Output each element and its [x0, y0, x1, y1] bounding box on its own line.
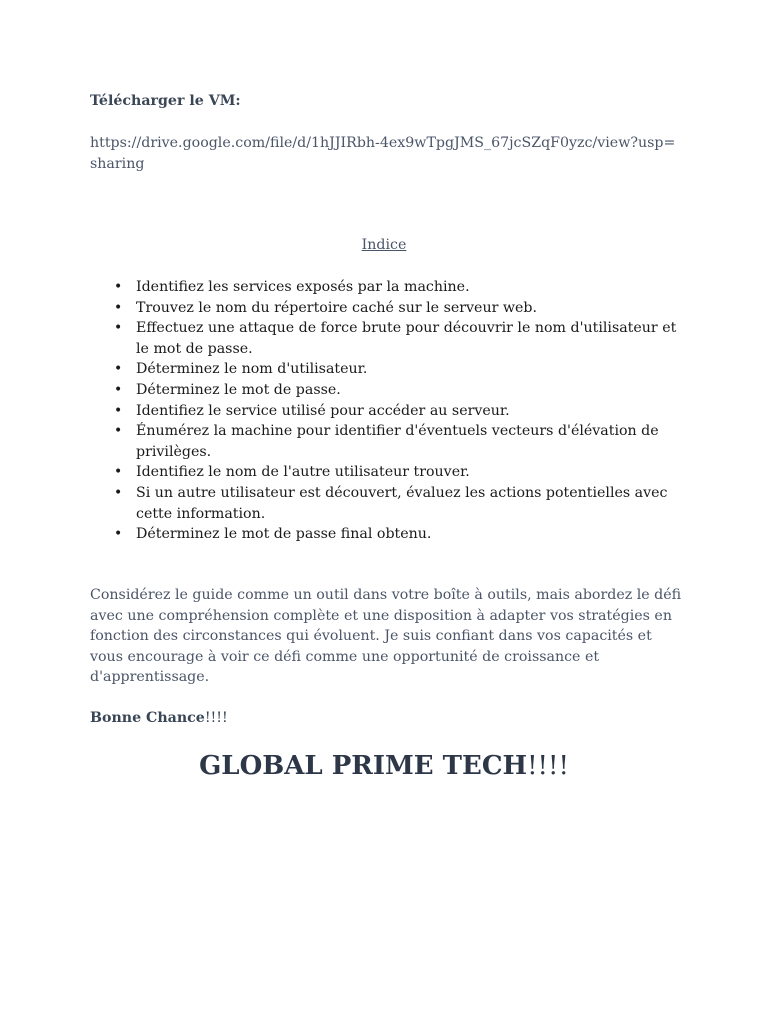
closing-bold-text: Bonne Chance [90, 710, 205, 726]
list-item [114, 277, 686, 298]
hints-title: Indice [361, 237, 407, 253]
closing-line [90, 708, 228, 728]
hint-text: Identifiez le service utilisé pour accéder au serveur. [136, 402, 510, 419]
download-label: Télécharger le VM: [90, 93, 241, 109]
list-item [114, 401, 686, 422]
hint-text: Trouvez le nom du répertoire caché sur le serveur web. [136, 299, 538, 316]
bullet-icon: • [114, 464, 123, 481]
bullet-icon: • [114, 402, 123, 419]
list-item [114, 483, 686, 524]
guide-paragraph: Considérez le guide comme un outil dans votre boîte à outils, mais abordez le défi avec une compréhension complète et une disposition à adapter vos stratégies en fonction des circonstances qui évoluent. Je suis confiant dans vos capacités et vous encourage à voir ce défi comme une opportunité de croissance et d'apprentissage. [90, 587, 682, 686]
bullet-icon: • [114, 361, 123, 378]
bullet-icon: • [114, 279, 123, 295]
bullet-icon: • [114, 423, 123, 440]
download-link[interactable]: https://drive.google.com/file/d/1hJJIRbh-4ex9wTpgJMS_67jcSZqF0yzc/view?usp=sharing [90, 135, 676, 172]
list-item [114, 524, 686, 545]
list-item [114, 359, 686, 380]
brand-bold-text: GLOBAL PRIME TECH [199, 751, 528, 781]
hint-text: Si un autre utilisateur est découvert, évaluez les actions potentielles avec cette information. [136, 484, 668, 522]
hint-text: Énumérez la machine pour identifier d'éventuels vecteurs d'élévation de privilèges. [136, 423, 659, 460]
bullet-icon: • [114, 381, 123, 398]
bullet-icon: • [114, 299, 123, 316]
hint-text: Déterminez le mot de passe. [136, 381, 341, 398]
list-item [114, 298, 686, 319]
hint-text: Identifiez les services exposés par la machine. [136, 279, 470, 295]
brand-heading [0, 748, 768, 784]
hint-text: Déterminez le nom d'utilisateur. [136, 361, 368, 378]
bullet-icon: • [114, 320, 123, 337]
list-item [114, 318, 686, 359]
list-item [114, 380, 686, 401]
hint-text: Identifiez le nom de l'autre utilisateur trouver. [136, 464, 470, 481]
hints-list [114, 277, 686, 545]
closing-suffix: !!!! [204, 710, 228, 726]
list-item [114, 421, 686, 462]
bullet-icon: • [114, 526, 123, 543]
list-item [114, 462, 686, 483]
bullet-icon: • [114, 484, 123, 501]
hint-text: Effectuez une attaque de force brute pour découvrir le nom d'utilisateur et le mot de passe. [136, 320, 677, 357]
brand-suffix: !!!! [527, 751, 569, 781]
hint-text: Déterminez le mot de passe final obtenu. [136, 526, 432, 543]
